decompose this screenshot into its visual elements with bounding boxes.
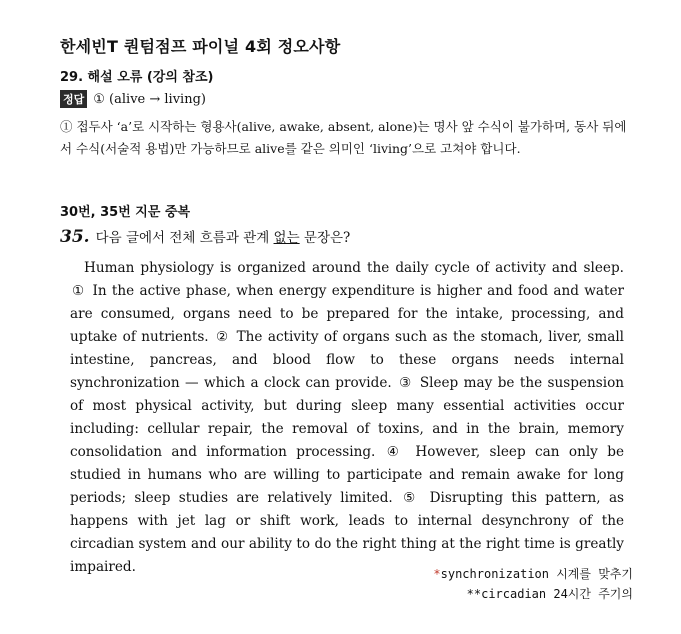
passage-sentence-5: Disrupting this pattern, as happens with jet lag or shift work, leads to internal desynchrony of the circadian system and our ability to do the right thing at the right time is greatly impaired.	[70, 490, 625, 575]
answer-line	[60, 90, 206, 108]
question-number: 35.	[60, 227, 90, 247]
passage-sentence-2: The activity of organs such as the stomach, liver, small intestine, pancreas, and blood flow to these organs needs internal synchronization — which a clock can provide.	[70, 329, 625, 391]
choice-marker-3: ③	[399, 375, 413, 391]
passage-intro: Human physiology is organized around the daily cycle of activity and sleep.	[84, 260, 624, 276]
section-heading-30-35: 30번, 35번 지문 중복	[60, 205, 191, 220]
passage-sentence-3: Sleep may be the suspension of most physical activity, but during sleep many essential activities occur including: cellular repair, the removal of toxins, and in the brain, memory consolidation and information processing.	[70, 375, 625, 460]
choice-marker-5: ⑤	[403, 490, 420, 506]
page-title: 한세빈T 퀀텀점프 파이널 4회 정오사항	[60, 37, 341, 56]
reading-passage	[70, 257, 624, 579]
footnote-text-1: synchronization 시계를 맞추기	[440, 567, 633, 581]
passage-sentence-4: However, sleep can only be studied in humans who are willing to participate and remain awake for long periods; sleep studies are relatively limited.	[70, 444, 624, 506]
prompt-underlined: 없는	[273, 230, 300, 246]
footnote-mark-1: *	[433, 567, 441, 581]
prompt-after: 문장은?	[299, 230, 351, 246]
passage-sentence-1: In the active phase, when energy expenditure is higher and food and water are consumed, organs need to be prepared for the intake, processing, and uptake of nutrients.	[70, 283, 624, 345]
choice-marker-1: ①	[72, 283, 86, 299]
answer-text: ① (alive → living)	[93, 91, 206, 107]
footnote-text-2: circadian 24시간 주기의	[481, 587, 633, 601]
footnote-circadian	[467, 585, 633, 602]
section-heading-29: 29. 해설 오류 (강의 참조)	[60, 70, 214, 85]
choice-marker-2: ②	[216, 329, 230, 345]
question-line	[60, 226, 350, 247]
footnote-mark-2: **	[466, 587, 482, 601]
question-prompt	[96, 226, 351, 246]
explanation-text: ① 접두사 ‘a’로 시작하는 형용사(alive, awake, absent, alone)는 명사 앞 수식이 불가하며, 동사 뒤에서 수식(서술적 용법)만 가능하므로 alive를 같은 의미인 ‘living’으로 고쳐야 합니다.	[60, 119, 627, 156]
choice-marker-4: ④	[386, 444, 404, 460]
answer-badge: 정답	[60, 90, 87, 108]
prompt-before: 다음 글에서 전체 흐름과 관계	[95, 230, 274, 246]
footnote-synchronization	[433, 565, 633, 582]
